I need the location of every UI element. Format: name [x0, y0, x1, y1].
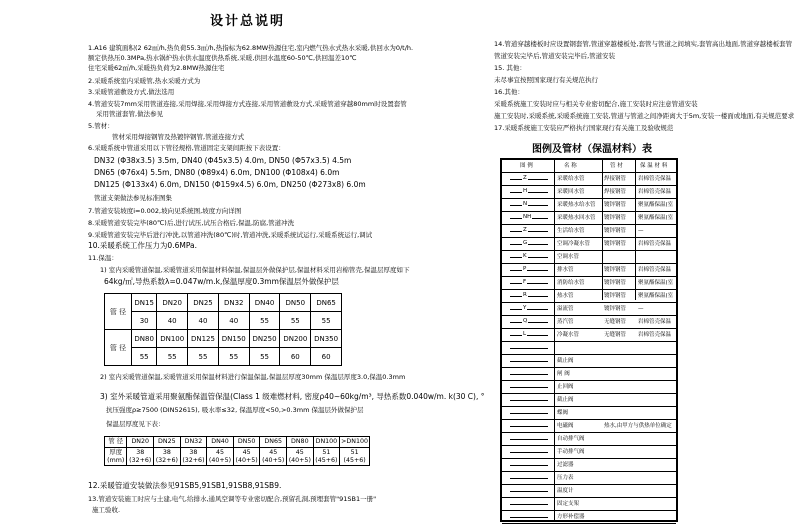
legend-row — [502, 290, 676, 303]
legend-pipe: 热水,由甲方与供热单位确定 — [604, 423, 672, 429]
legend-row — [502, 433, 676, 446]
pipe-line-symbol — [510, 296, 548, 297]
pipe-symbol-code: Z — [523, 227, 527, 233]
pipe-line-symbol — [510, 413, 548, 414]
legend-row — [502, 485, 676, 498]
insul-para-2: 64kg/㎡,导热系数λ=0.047w/m.k,保温厚度0.3mm保温层外做保护层 — [104, 277, 339, 286]
legend-row — [502, 446, 676, 459]
note-13b: 施工验收. — [92, 506, 121, 514]
table-cell: DN80 — [287, 437, 314, 448]
note-5b: 管材采用焊接钢管及热镀锌钢管,管道连接方式 — [112, 133, 245, 141]
legend-name: 止回阀 — [557, 384, 574, 390]
table-cell: 55 — [311, 312, 342, 330]
note-9: 9.采暖管道安装完毕后进行冲洗,以管道冲洗(80℃)时,管道冲洗,采暖系统试运行,采暖系统运行,调试 — [88, 231, 373, 239]
pipe-symbol-code: F — [523, 279, 527, 285]
legend-pipe: 无缝钢管 — [604, 332, 627, 338]
table-cell: 51 (45+6) — [313, 448, 340, 466]
legend-ins: — — [638, 306, 644, 312]
table-cell: DN100 — [313, 437, 340, 448]
legend-name: 热水管 — [557, 293, 574, 299]
table-cell: 55 — [218, 348, 249, 366]
insulation-table-1 — [104, 293, 342, 366]
table-cell: 厚度(mm) — [105, 448, 127, 466]
pipe-line-symbol — [510, 348, 548, 349]
legend-row — [502, 407, 676, 420]
legend-header-row — [502, 160, 676, 173]
legend-name: 排水管 — [557, 267, 574, 273]
table-cell: 40 — [188, 312, 219, 330]
pipe-line-symbol — [510, 426, 548, 427]
note-15b: 未尽事宜按照国家现行有关规范执行 — [494, 76, 598, 84]
table-row-header: 管 径 — [105, 294, 132, 330]
pipe-line-symbol — [510, 400, 548, 401]
pipe-line-symbol — [510, 205, 548, 206]
legend-pipe: 镀锌钢管 — [604, 280, 627, 286]
table-cell: 51 (45+6) — [340, 448, 370, 466]
pipe-line-symbol — [510, 452, 548, 453]
insul-para-5: 抗压强度ρ≥7500 (DIN52615), 吸水率≤32, 保温厚度<50,>0.3mm 保温层外做保护层 — [106, 406, 364, 414]
table-cell: DN20 — [157, 294, 188, 312]
pipe-line-symbol — [510, 361, 548, 362]
legend-name: 蒸汽管 — [557, 319, 574, 325]
pipe-line-symbol — [510, 257, 548, 258]
note-16: 16.其他： — [494, 88, 524, 96]
note-3: 3.采暖管道敷设方式,做法选用 — [88, 88, 175, 96]
legend-name: 过滤器 — [557, 462, 574, 468]
pipe-line-symbol — [510, 439, 548, 440]
pipe-line-symbol — [510, 309, 548, 310]
legend-row — [502, 329, 676, 342]
legend-name: 采暖给水管 — [557, 176, 585, 182]
pipe-symbol-code: H — [523, 188, 528, 194]
legend-ins: 聚氨酯保温(室 — [638, 293, 674, 299]
note-14: 14.管道穿越楼板时应设置钢套管,管道穿越楼板处,套管与管道之间填实,套管高出地面,管道穿越楼板套管 — [494, 40, 793, 48]
table-cell: 55 — [249, 312, 280, 330]
insul-para-3: 2) 室内采暖管道保温,采暖管道采用保温材料进行保温保温,保温层厚度30mm 保温层厚度3.0,保温0.3mm — [100, 373, 406, 381]
note-1b: 额定供热压0.3MPa,热水锅炉热水供水温度供热系统,采暖,供回水温度60-50℃,供回温差10℃ — [88, 54, 357, 62]
table-cell: DN25 — [154, 437, 181, 448]
legend-name: 闸 阀 — [557, 371, 570, 377]
pipe-line-symbol — [510, 322, 548, 323]
pipe-size-line-1: DN32 (Φ38x3.5) 3.5m, DN40 (Φ45x3.5) 4.0m, DN50 (Φ57x3.5) 4.5m — [94, 156, 352, 165]
table-cell: DN250 — [249, 330, 280, 348]
pipe-symbol-code: L — [523, 331, 527, 337]
legend-row — [502, 251, 676, 264]
legend-name: 自动排气阀 — [557, 436, 585, 442]
table-cell: 55 — [249, 348, 280, 366]
legend-row — [502, 420, 676, 433]
legend-ins: — — [638, 228, 644, 234]
table-cell: DN32 — [180, 437, 207, 448]
legend-title: 图例及管材（保温材料）表 — [532, 144, 652, 155]
pipe-symbol-code: G — [523, 240, 528, 246]
table-cell: DN80 — [132, 330, 157, 348]
table-cell: DN50 — [233, 437, 260, 448]
note-1: 1.A16 建筑面积(2 62㎡/h,热负荷55.3㎡/h,热指标为62.8MW热源住宅,室内燃气热水式热水采暖,供回水为0/t/h. — [88, 44, 414, 52]
table-cell: 30 — [132, 312, 157, 330]
legend-row — [502, 173, 676, 186]
legend-ins: 岩棉管壳保温 — [638, 241, 672, 247]
legend-pipe: 焊接钢管 — [604, 176, 627, 182]
pipe-line-symbol — [510, 517, 548, 518]
legend-header: 图 例 — [520, 163, 533, 169]
legend-ins: 聚氨酯保温(室 — [638, 280, 674, 286]
table-cell: DN50 — [280, 294, 311, 312]
legend-name: 采暖热水给水管 — [557, 202, 596, 208]
legend-ins: 岩棉管壳保温 — [638, 189, 672, 195]
note-16c: 施工安装时,采暖系统,采暖系统施工安装,管道与管道之间净距离大于5m,安装一楼面或地面,有关规范要求 — [494, 112, 795, 120]
note-12: 12.采暖管道安装做法参见91SB5,91SB1,91SB8,91SB9. — [88, 481, 282, 490]
legend-name: 方形补偿器 — [557, 514, 585, 520]
legend-name: 生活给水管 — [557, 228, 585, 234]
pipe-line-symbol — [510, 283, 548, 284]
legend-row — [502, 498, 676, 511]
legend-row — [502, 199, 676, 212]
legend-pipe: 镀锌钢管 — [604, 306, 627, 312]
support-note: 管道支架做法参见标准图集 — [94, 194, 172, 202]
table-cell: DN200 — [280, 330, 311, 348]
legend-name: 蝶阀 — [557, 410, 569, 416]
legend-name: 空调冷凝水管 — [557, 241, 591, 247]
legend-name: 截止阀 — [557, 358, 574, 364]
legend-row — [502, 212, 676, 225]
legend-row — [502, 277, 676, 290]
legend-name: 溢流管 — [557, 306, 574, 312]
legend-name: 冷凝水管 — [557, 332, 580, 338]
insul-para-6: 保温层厚度见下表： — [106, 420, 165, 428]
legend-ins: 聚氨酯保温(室 — [638, 215, 674, 221]
note-5: 5.管材： — [88, 122, 114, 130]
legend-name: 采暖热水回水管 — [557, 215, 596, 221]
insulation-table-2 — [104, 436, 370, 466]
legend-name: 消防给水管 — [557, 280, 585, 286]
legend-pipe: 镀锌钢管 — [604, 267, 627, 273]
pipe-line-symbol — [510, 179, 548, 180]
note-15: 15. 其他： — [494, 64, 526, 72]
table-cell: 40 — [157, 312, 188, 330]
legend-row — [502, 511, 676, 524]
pipe-line-symbol — [510, 374, 548, 375]
legend-row — [502, 186, 676, 199]
legend-header: 名 称 — [564, 163, 577, 169]
table-cell: 55 — [157, 348, 188, 366]
table-cell: 60 — [280, 348, 311, 366]
table-cell: 45 (40+5) — [233, 448, 260, 466]
table-cell: 管 径 — [105, 437, 127, 448]
table-cell: 45 (40+5) — [287, 448, 314, 466]
pipe-symbol-code: P — [523, 266, 527, 272]
table-row-header: 管 径 — [105, 330, 132, 366]
legend-row — [502, 472, 676, 485]
pipe-line-symbol — [510, 270, 548, 271]
legend-name: 电磁阀 — [557, 423, 574, 429]
legend-pipe: 镀锌钢管 — [604, 228, 627, 234]
pipe-line-symbol — [510, 491, 548, 492]
table-cell: DN15 — [132, 294, 157, 312]
pipe-symbol-code: K — [523, 253, 527, 259]
pipe-symbol-code: Q — [523, 318, 528, 324]
pipe-symbol-code: Y — [523, 305, 527, 311]
legend-name: 空调水管 — [557, 254, 580, 260]
table-cell: DN65 — [260, 437, 287, 448]
legend-header: 保 温 材 料 — [640, 163, 668, 169]
legend-row — [502, 381, 676, 394]
pipe-line-symbol — [510, 387, 548, 388]
legend-pipe: 镀锌钢管 — [604, 202, 627, 208]
note-6: 6.采暖系统中管道采用以下管径规格,管道固定支架间距按下表设置： — [88, 144, 285, 152]
legend-pipe: 镀锌钢管 — [604, 241, 627, 247]
legend-pipe: 无缝钢管 — [604, 319, 627, 325]
table-cell: 40 — [218, 312, 249, 330]
legend-ins: 岩棉管壳保温 — [638, 267, 672, 273]
legend-row — [502, 459, 676, 472]
legend-pipe: 镀锌钢管 — [604, 215, 627, 221]
note-4b: 采用管道套管,做法参见 — [96, 110, 164, 118]
table-cell: DN40 — [249, 294, 280, 312]
legend-row — [502, 264, 676, 277]
table-cell: 38 (32+6) — [154, 448, 181, 466]
legend-ins: 岩棉管壳保温 — [638, 176, 672, 182]
legend-row — [502, 303, 676, 316]
table-cell: DN25 — [188, 294, 219, 312]
table-cell: 55 — [280, 312, 311, 330]
table-cell: DN32 — [218, 294, 249, 312]
pipe-symbol-code: R — [523, 292, 527, 298]
note-11: 11.保温： — [88, 254, 118, 262]
table-cell: 55 — [188, 348, 219, 366]
legend-name: 截止阀 — [557, 397, 574, 403]
table-cell: DN65 — [311, 294, 342, 312]
pipe-symbol-code: Z — [523, 175, 527, 181]
note-13: 13.管道安装施工时应与土建,电气,给排水,通风空调等专业密切配合,预留孔洞,预埋套管"91SB1一册" — [88, 495, 377, 503]
legend-row — [502, 342, 676, 355]
table-cell: 38 (32+6) — [180, 448, 207, 466]
legend-ins: 聚氨酯保温(室 — [638, 202, 674, 208]
note-4: 4.管道安装7mm采用管道连接,采用焊接,采用焊接方式连接,采用管道敷设方式,采暖管道穿越80mm时设置套管 — [88, 100, 407, 108]
legend-name: 采暖回水管 — [557, 189, 585, 195]
legend-name: 温度计 — [557, 488, 574, 494]
note-1c: 住宅采暖62㎡/h,采暖热负荷为2.8MW热源住宅 — [88, 64, 225, 72]
legend-ins: 岩棉管壳保温 — [638, 319, 672, 325]
note-8: 8.采暖管道安装完毕(80℃)后,进行试压,试压合格后,保温,防腐,管道冲洗 — [88, 219, 295, 227]
table-cell: 60 — [311, 348, 342, 366]
table-cell: 45 (40+5) — [260, 448, 287, 466]
pipe-line-symbol — [510, 231, 548, 232]
table-cell: 45 (40+5) — [207, 448, 234, 466]
legend-row — [502, 355, 676, 368]
note-17: 17.采暖系统施工安装应严格执行国家现行有关施工及验收规范 — [494, 124, 674, 132]
pipe-symbol-code: N — [523, 201, 528, 207]
table-cell: >DN100 — [340, 437, 370, 448]
note-16b: 采暖系统施工安装时应与相关专业密切配合,施工安装时应注意管道安装 — [494, 100, 698, 108]
pipe-line-symbol — [510, 192, 548, 193]
table-cell: DN150 — [218, 330, 249, 348]
legend-header: 管 材 — [610, 163, 623, 169]
insul-para-1: 1) 室内采暖管道保温,采暖管道采用保温材料保温,保温层外做保护层,保温材料采用岩棉管壳,保温层厚度如下 — [100, 266, 410, 274]
legend-table — [500, 158, 678, 522]
note-2: 2.采暖系统室内采暖管,热水采暖方式为 — [88, 77, 201, 85]
legend-name: 固定支架 — [557, 501, 580, 507]
insul-para-4: 3) 室外采暖管道采用聚氨酯保温管保温(Class 1 级难燃材料, 密度ρ40~60kg/m³, 导热系数0.040w/m. k(30 C), ° — [100, 392, 485, 401]
pipe-line-symbol — [510, 478, 548, 479]
table-cell: DN100 — [157, 330, 188, 348]
legend-row — [502, 225, 676, 238]
table-cell: DN40 — [207, 437, 234, 448]
legend-pipe: 镀锌钢管 — [604, 293, 627, 299]
pipe-size-line-2: DN65 (Φ76x4) 5.5m, DN80 (Φ89x4) 6.0m, DN100 (Φ108x4) 6.0m — [94, 168, 340, 177]
note-14b: 管道安装完毕后,管道安装完毕后,管道安装 — [494, 52, 616, 60]
legend-row — [502, 238, 676, 251]
legend-row — [502, 394, 676, 407]
table-cell: 55 — [132, 348, 157, 366]
table-cell: DN350 — [311, 330, 342, 348]
table-cell: DN20 — [127, 437, 154, 448]
table-cell: DN125 — [188, 330, 219, 348]
pipe-size-line-3: DN125 (Φ133x4) 6.0m, DN150 (Φ159x4.5) 6.0m, DN250 (Φ273x8) 6.0m — [94, 180, 366, 189]
legend-name: 压力表 — [557, 475, 574, 481]
pipe-line-symbol — [510, 244, 548, 245]
page-title: 设计总说明 — [210, 14, 286, 29]
pipe-line-symbol — [510, 504, 548, 505]
legend-name: 手动排气阀 — [557, 449, 585, 455]
pipe-symbol-code: NH — [523, 214, 532, 220]
pipe-line-symbol — [510, 465, 548, 466]
legend-row — [502, 368, 676, 381]
note-10: 10.采暖系统工作压力为0.6MPa. — [88, 241, 197, 250]
legend-pipe: 焊接钢管 — [604, 189, 627, 195]
pipe-line-symbol — [510, 335, 548, 336]
legend-row — [502, 316, 676, 329]
note-7: 7.管道安装坡度i=0.002,坡向见系统图,坡度方向详图 — [88, 207, 242, 215]
legend-ins: 岩棉管壳保温 — [638, 332, 672, 338]
table-cell: 38 (32+6) — [127, 448, 154, 466]
